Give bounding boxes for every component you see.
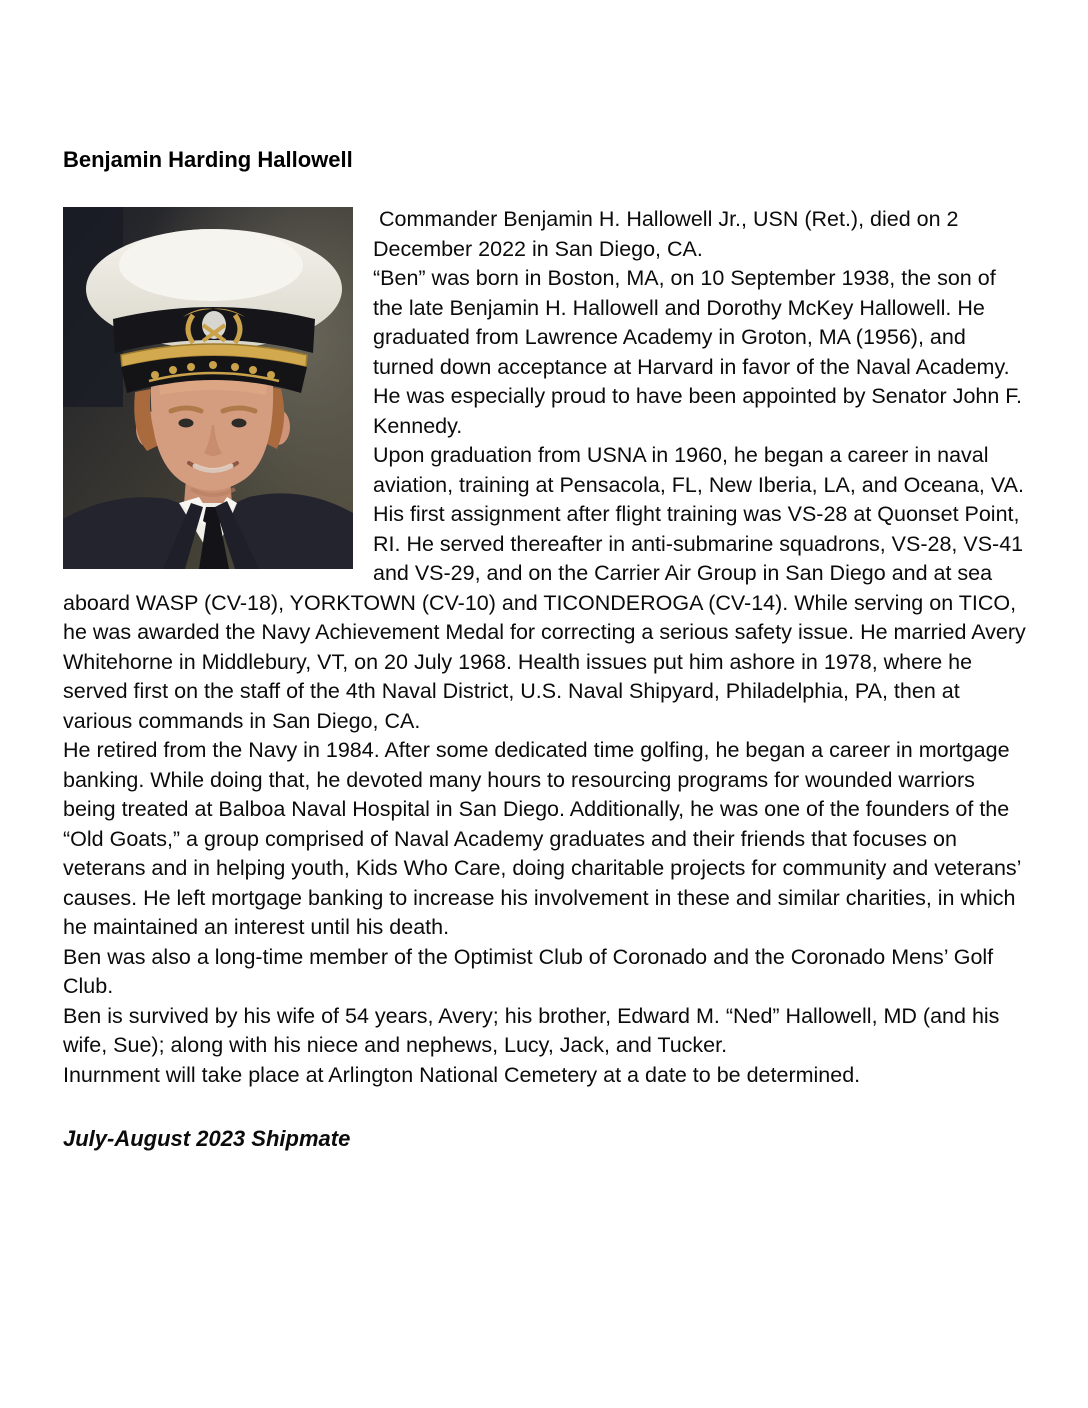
- body-paragraph-5: Ben was also a long-time member of the Optimist Club of Coronado and the Coronado Mens’ Golf Club.: [63, 944, 994, 998]
- navy-officer-portrait-image: [63, 207, 353, 569]
- body-paragraph-7: Inurnment will take place at Arlington National Cemetery at a date to be determined.: [63, 1062, 861, 1087]
- obituary-article: [63, 205, 1030, 1153]
- body-paragraph-6: Ben is survived by his wife of 54 years, Avery; his brother, Edward M. “Ned” Hallowell, MD (and his wife, Sue); along with his niece and nephews, Lucy, Jack, and Tucker.: [63, 1003, 1000, 1057]
- body-paragraph-4: He retired from the Navy in 1984. After some dedicated time golfing, he began a career in mortgage banking. While doing that, he devoted many hours to resourcing programs for wounded warriors being treated at Balboa Naval Hospital in San Diego. Additionally, he was one of the founders of the “Old Goats,” a group comprised of Naval Academy graduates and their friends that focuses on veterans and in helping youth, Kids Who Care, doing charitable projects for community and veterans’ causes. He left mortgage banking to increase his involvement in these and similar charities, in which he maintained an interest until his death.: [63, 738, 1021, 939]
- footer-citation: July-August 2023 Shipmate: [63, 1126, 351, 1151]
- portrait-photo: [63, 207, 353, 569]
- body-paragraph-1: Commander Benjamin H. Hallowell Jr., USN (Ret.), died on 2 December 2022 in San Diego, CA.: [373, 207, 959, 261]
- body-paragraph-2: “Ben” was born in Boston, MA, on 10 September 1938, the son of the late Benjamin H. Hallowell and Dorothy McKey Hallowell. He graduated from Lawrence Academy in Groton, MA (1956), and turned down acceptance at Harvard in favor of the Naval Academy. He was especially proud to have been appointed by Senator John F. Kennedy.: [373, 266, 1023, 438]
- body-paragraph-3: Upon graduation from USNA in 1960, he began a career in naval aviation, training at Pensacola, FL, New Iberia, LA, and Oceana, VA. His first assignment after flight training was VS-28 at Quonset Point, RI. He served thereafter in anti-submarine squadrons, VS-28, VS-41 and VS-29, and on the Carrier Air Group in San Diego and at sea aboard WASP (CV-18), YORKTOWN (CV-10) and TICONDEROGA (CV-14). While serving on TICO, he was awarded the Navy Achievement Medal for correcting a serious safety issue. He married Avery Whitehorne in Middlebury, VT, on 20 July 1968. Health issues put him ashore in 1978, where he served first on the staff of the 4th Naval District, U.S. Naval Shipyard, Philadelphia, PA, then at various commands in San Diego, CA.: [63, 443, 1026, 733]
- page-title: Benjamin Harding Hallowell: [63, 147, 353, 172]
